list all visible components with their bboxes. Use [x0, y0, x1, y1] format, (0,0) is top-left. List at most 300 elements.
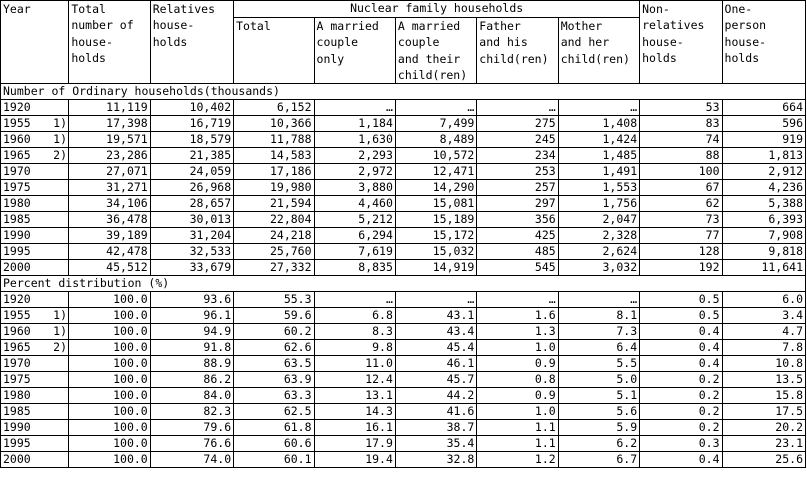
relatives-households-cell: 33,679 — [150, 260, 233, 276]
header-line: A married — [397, 19, 461, 33]
one-person-households-cell: 2,912 — [722, 164, 805, 180]
header-line: Total — [71, 2, 106, 16]
non-relatives-households-cell: 0.4 — [640, 340, 722, 356]
table-body — [1, 84, 806, 468]
table-row — [1, 244, 806, 260]
father-children-cell: 425 — [477, 228, 558, 244]
father-children-cell: 1.1 — [477, 420, 558, 436]
year-cell — [1, 452, 69, 468]
header-line: and her — [560, 35, 610, 50]
non-relatives-households-cell: 0.2 — [640, 388, 722, 404]
married-couple-children-cell: 38.7 — [395, 420, 476, 436]
header-line: person — [724, 18, 767, 33]
non-relatives-households-cell: 67 — [640, 180, 722, 196]
married-couple-children-cell: 43.1 — [395, 308, 476, 324]
married-couple-only-cell: 1,184 — [314, 116, 395, 132]
nuclear-total-cell: 61.8 — [234, 420, 314, 436]
header-year — [1, 1, 69, 84]
married-couple-only-cell: 12.4 — [314, 372, 395, 388]
non-relatives-households-cell: 0.5 — [640, 308, 722, 324]
relatives-households-cell: 31,204 — [150, 228, 233, 244]
nuclear-total-cell: 21,594 — [234, 196, 314, 212]
section-title-row — [1, 84, 806, 100]
year-value: 1920 — [3, 292, 31, 307]
father-children-cell: 1.3 — [477, 324, 558, 340]
father-children-cell: 485 — [477, 244, 558, 260]
table-row — [1, 308, 806, 324]
one-person-households-cell: 664 — [722, 100, 805, 116]
year-value: 1970 — [3, 356, 31, 371]
non-relatives-households-cell: 128 — [640, 244, 722, 260]
married-couple-only-cell: 8,835 — [314, 260, 395, 276]
total-households-cell: 36,478 — [69, 212, 150, 228]
non-relatives-households-cell: 88 — [640, 148, 722, 164]
header-line: holds — [724, 50, 760, 65]
non-relatives-households-cell: 192 — [640, 260, 722, 276]
father-children-cell: … — [477, 292, 558, 308]
father-children-cell: 297 — [477, 196, 558, 212]
year-value: 1960 — [3, 132, 31, 147]
total-households-cell: 100.0 — [69, 324, 150, 340]
non-relatives-households-cell: 0.2 — [640, 404, 722, 420]
mother-children-cell: 6.2 — [558, 436, 639, 452]
header-line: child(ren) — [397, 67, 468, 82]
father-children-cell: 1.1 — [477, 436, 558, 452]
year-value: 1965 — [3, 148, 31, 163]
mother-children-cell: 5.9 — [558, 420, 639, 436]
year-value: 2000 — [3, 452, 31, 467]
relatives-households-cell: 86.2 — [150, 372, 233, 388]
nuclear-total-cell: 24,218 — [234, 228, 314, 244]
relatives-households-cell: 79.6 — [150, 420, 233, 436]
relatives-households-cell: 84.0 — [150, 388, 233, 404]
non-relatives-households-cell: 0.4 — [640, 452, 722, 468]
non-relatives-households-cell: 77 — [640, 228, 722, 244]
married-couple-only-cell: 7,619 — [314, 244, 395, 260]
married-couple-only-cell: 16.1 — [314, 420, 395, 436]
married-couple-only-cell: 13.1 — [314, 388, 395, 404]
nuclear-total-cell: 63.3 — [234, 388, 314, 404]
married-couple-children-cell: … — [395, 292, 476, 308]
table-row — [1, 436, 806, 452]
non-relatives-households-cell: 73 — [640, 212, 722, 228]
nuclear-total-cell: 22,804 — [234, 212, 314, 228]
header-total-households — [69, 1, 150, 84]
relatives-households-cell: 24,059 — [150, 164, 233, 180]
total-households-cell: 39,189 — [69, 228, 150, 244]
mother-children-cell: 1,553 — [558, 180, 639, 196]
header-line: Father — [479, 19, 521, 33]
year-value: 1995 — [3, 436, 31, 451]
mother-children-cell: 5.0 — [558, 372, 639, 388]
year-cell — [1, 196, 69, 212]
married-couple-children-cell: 14,290 — [395, 180, 476, 196]
year-value: 1990 — [3, 228, 31, 243]
married-couple-only-cell: … — [314, 100, 395, 116]
table-row — [1, 324, 806, 340]
year-footnote: 1) — [53, 132, 67, 147]
section-title: Percent distribution (%) — [1, 276, 806, 292]
mother-children-cell: … — [558, 100, 639, 116]
total-households-cell: 42,478 — [69, 244, 150, 260]
relatives-households-cell: 96.1 — [150, 308, 233, 324]
relatives-households-cell: 93.6 — [150, 292, 233, 308]
one-person-households-cell: 4,236 — [722, 180, 805, 196]
married-couple-children-cell: … — [395, 100, 476, 116]
table-row — [1, 196, 806, 212]
table-row — [1, 212, 806, 228]
father-children-cell: … — [477, 100, 558, 116]
header-nuclear-family-group: Nuclear family households — [234, 1, 640, 18]
married-couple-only-cell: 3,880 — [314, 180, 395, 196]
total-households-cell: 100.0 — [69, 292, 150, 308]
year-cell — [1, 308, 69, 324]
nuclear-total-cell: 19,980 — [234, 180, 314, 196]
year-value: 1975 — [3, 180, 31, 195]
header-line: Non- — [642, 2, 670, 16]
table-row — [1, 292, 806, 308]
year-footnote: 1) — [53, 324, 67, 339]
header-line: house- — [724, 34, 767, 49]
header-relatives-households — [150, 1, 233, 84]
mother-children-cell: 7.3 — [558, 324, 639, 340]
header-one-person-households — [722, 1, 805, 84]
table-row — [1, 180, 806, 196]
nuclear-total-cell: 62.6 — [234, 340, 314, 356]
year-cell — [1, 340, 69, 356]
year-footnote: 1) — [53, 116, 67, 131]
year-cell — [1, 148, 69, 164]
table-row — [1, 116, 806, 132]
married-couple-only-cell: 4,460 — [314, 196, 395, 212]
year-cell — [1, 228, 69, 244]
header-line: holds — [71, 50, 106, 65]
mother-children-cell: 5.6 — [558, 404, 639, 420]
year-cell — [1, 212, 69, 228]
total-households-cell: 100.0 — [69, 404, 150, 420]
year-cell — [1, 388, 69, 404]
married-couple-children-cell: 41.6 — [395, 404, 476, 420]
table-row — [1, 404, 806, 420]
nuclear-total-cell: 63.9 — [234, 372, 314, 388]
father-children-cell: 1.0 — [477, 340, 558, 356]
married-couple-children-cell: 14,919 — [395, 260, 476, 276]
total-households-cell: 11,119 — [69, 100, 150, 116]
one-person-households-cell: 3.4 — [722, 308, 805, 324]
total-households-cell: 100.0 — [69, 356, 150, 372]
mother-children-cell: 1,408 — [558, 116, 639, 132]
one-person-households-cell: 11,641 — [722, 260, 805, 276]
total-households-cell: 100.0 — [69, 308, 150, 324]
non-relatives-households-cell: 0.4 — [640, 324, 722, 340]
nuclear-total-cell: 14,583 — [234, 148, 314, 164]
header-line: and his — [479, 35, 528, 50]
year-footnote: 2) — [53, 340, 67, 355]
header-mother-children — [558, 18, 639, 84]
year-cell — [1, 356, 69, 372]
relatives-households-cell: 10,402 — [150, 100, 233, 116]
married-couple-children-cell: 7,499 — [395, 116, 476, 132]
total-households-cell: 100.0 — [69, 388, 150, 404]
nuclear-total-cell: 59.6 — [234, 308, 314, 324]
mother-children-cell: 5.1 — [558, 388, 639, 404]
non-relatives-households-cell: 74 — [640, 132, 722, 148]
father-children-cell: 1.6 — [477, 308, 558, 324]
year-value: 1995 — [3, 244, 31, 259]
relatives-households-cell: 32,533 — [150, 244, 233, 260]
father-children-cell: 234 — [477, 148, 558, 164]
year-cell — [1, 260, 69, 276]
header-nuclear-total — [234, 18, 314, 84]
header-married-couple-children — [395, 18, 476, 84]
year-cell — [1, 180, 69, 196]
mother-children-cell: 3,032 — [558, 260, 639, 276]
one-person-households-cell: 6.0 — [722, 292, 805, 308]
header-non-relatives-households — [640, 1, 722, 84]
year-value: 1980 — [3, 388, 31, 403]
married-couple-only-cell: 2,293 — [314, 148, 395, 164]
table-row — [1, 420, 806, 436]
married-couple-children-cell: 8,489 — [395, 132, 476, 148]
total-households-cell: 23,286 — [69, 148, 150, 164]
one-person-households-cell: 13.5 — [722, 372, 805, 388]
non-relatives-households-cell: 0.5 — [640, 292, 722, 308]
non-relatives-households-cell: 62 — [640, 196, 722, 212]
header-line: relatives — [642, 18, 705, 33]
year-value: 2000 — [3, 260, 31, 275]
relatives-households-cell: 82.3 — [150, 404, 233, 420]
nuclear-total-cell: 60.6 — [234, 436, 314, 452]
married-couple-children-cell: 15,081 — [395, 196, 476, 212]
relatives-households-cell: 21,385 — [150, 148, 233, 164]
father-children-cell: 1.0 — [477, 404, 558, 420]
table-row — [1, 260, 806, 276]
total-households-cell: 45,512 — [69, 260, 150, 276]
total-households-cell: 100.0 — [69, 452, 150, 468]
mother-children-cell: 2,624 — [558, 244, 639, 260]
father-children-cell: 253 — [477, 164, 558, 180]
relatives-households-cell: 91.8 — [150, 340, 233, 356]
married-couple-children-cell: 44.2 — [395, 388, 476, 404]
header-line: and their — [397, 51, 461, 66]
header-line: house- — [71, 34, 113, 49]
one-person-households-cell: 919 — [722, 132, 805, 148]
non-relatives-households-cell: 0.2 — [640, 420, 722, 436]
relatives-households-cell: 16,719 — [150, 116, 233, 132]
total-households-cell: 100.0 — [69, 420, 150, 436]
married-couple-children-cell: 35.4 — [395, 436, 476, 452]
header-line: Relatives — [152, 2, 216, 16]
married-couple-only-cell: 1,630 — [314, 132, 395, 148]
mother-children-cell: 5.5 — [558, 356, 639, 372]
table-row — [1, 452, 806, 468]
header-father-children — [477, 18, 558, 84]
father-children-cell: 275 — [477, 116, 558, 132]
mother-children-cell: 1,485 — [558, 148, 639, 164]
header-line: holds — [642, 50, 677, 65]
relatives-households-cell: 76.6 — [150, 436, 233, 452]
table-row — [1, 228, 806, 244]
relatives-households-cell: 74.0 — [150, 452, 233, 468]
header-line: only — [316, 51, 345, 66]
year-cell — [1, 372, 69, 388]
nuclear-total-cell: 60.2 — [234, 324, 314, 340]
non-relatives-households-cell: 53 — [640, 100, 722, 116]
nuclear-total-cell: 27,332 — [234, 260, 314, 276]
table-row — [1, 372, 806, 388]
year-value: 1970 — [3, 164, 31, 179]
section-title: Number of Ordinary households(thousands) — [1, 84, 806, 100]
mother-children-cell: 8.1 — [558, 308, 639, 324]
married-couple-children-cell: 45.4 — [395, 340, 476, 356]
table-row — [1, 356, 806, 372]
nuclear-total-cell: 6,152 — [234, 100, 314, 116]
nuclear-total-cell: 55.3 — [234, 292, 314, 308]
year-footnote: 2) — [53, 148, 67, 163]
non-relatives-households-cell: 0.3 — [640, 436, 722, 452]
year-value: 1985 — [3, 212, 31, 227]
year-cell — [1, 100, 69, 116]
year-footnote: 1) — [53, 308, 67, 323]
year-value: 1965 — [3, 340, 31, 355]
nuclear-total-cell: 25,760 — [234, 244, 314, 260]
year-cell — [1, 292, 69, 308]
relatives-households-cell: 18,579 — [150, 132, 233, 148]
total-households-cell: 31,271 — [69, 180, 150, 196]
total-households-cell: 17,398 — [69, 116, 150, 132]
year-value: 1955 — [3, 308, 31, 323]
married-couple-children-cell: 12,471 — [395, 164, 476, 180]
nuclear-total-cell: 10,366 — [234, 116, 314, 132]
total-households-cell: 19,571 — [69, 132, 150, 148]
married-couple-children-cell: 15,032 — [395, 244, 476, 260]
header-line: couple — [397, 35, 440, 50]
section-title-row — [1, 276, 806, 292]
father-children-cell: 0.9 — [477, 356, 558, 372]
father-children-cell: 545 — [477, 260, 558, 276]
relatives-households-cell: 30,013 — [150, 212, 233, 228]
one-person-households-cell: 15.8 — [722, 388, 805, 404]
header-line: One- — [724, 2, 753, 16]
header-line: couple — [316, 35, 359, 50]
year-value: 1955 — [3, 116, 31, 131]
father-children-cell: 245 — [477, 132, 558, 148]
non-relatives-households-cell: 0.2 — [640, 372, 722, 388]
relatives-households-cell: 88.9 — [150, 356, 233, 372]
married-couple-only-cell: 19.4 — [314, 452, 395, 468]
year-cell — [1, 436, 69, 452]
total-households-cell: 27,071 — [69, 164, 150, 180]
mother-children-cell: 1,756 — [558, 196, 639, 212]
table-row — [1, 164, 806, 180]
non-relatives-households-cell: 0.4 — [640, 356, 722, 372]
nuclear-total-cell: 63.5 — [234, 356, 314, 372]
header-line: number of — [71, 18, 134, 33]
married-couple-children-cell: 46.1 — [395, 356, 476, 372]
relatives-households-cell: 28,657 — [150, 196, 233, 212]
header-line: Mother — [560, 19, 603, 33]
father-children-cell: 356 — [477, 212, 558, 228]
married-couple-children-cell: 15,189 — [395, 212, 476, 228]
nuclear-total-cell: 60.1 — [234, 452, 314, 468]
header-line: house- — [152, 18, 195, 33]
married-couple-only-cell: 9.8 — [314, 340, 395, 356]
year-value: 1985 — [3, 404, 31, 419]
table-row — [1, 100, 806, 116]
year-cell — [1, 116, 69, 132]
year-cell — [1, 324, 69, 340]
mother-children-cell: 6.4 — [558, 340, 639, 356]
header-line: house- — [642, 34, 684, 49]
mother-children-cell: 2,047 — [558, 212, 639, 228]
nuclear-total-cell: 17,186 — [234, 164, 314, 180]
mother-children-cell: 6.7 — [558, 452, 639, 468]
year-cell — [1, 132, 69, 148]
header-line: child(ren) — [479, 51, 549, 66]
total-households-cell: 100.0 — [69, 436, 150, 452]
year-cell — [1, 244, 69, 260]
father-children-cell: 1.2 — [477, 452, 558, 468]
one-person-households-cell: 9,818 — [722, 244, 805, 260]
relatives-households-cell: 94.9 — [150, 324, 233, 340]
total-households-cell: 100.0 — [69, 340, 150, 356]
one-person-households-cell: 7.8 — [722, 340, 805, 356]
year-cell — [1, 164, 69, 180]
year-cell — [1, 420, 69, 436]
header-line: holds — [152, 34, 188, 49]
married-couple-only-cell: 5,212 — [314, 212, 395, 228]
married-couple-children-cell: 15,172 — [395, 228, 476, 244]
one-person-households-cell: 25.6 — [722, 452, 805, 468]
married-couple-only-cell: … — [314, 292, 395, 308]
year-value: 1980 — [3, 196, 31, 211]
one-person-households-cell: 17.5 — [722, 404, 805, 420]
one-person-households-cell: 20.2 — [722, 420, 805, 436]
year-value: 1990 — [3, 420, 31, 435]
header-line: Total — [236, 19, 271, 33]
married-couple-children-cell: 45.7 — [395, 372, 476, 388]
mother-children-cell: 2,328 — [558, 228, 639, 244]
non-relatives-households-cell: 100 — [640, 164, 722, 180]
married-couple-only-cell: 14.3 — [314, 404, 395, 420]
married-couple-only-cell: 11.0 — [314, 356, 395, 372]
one-person-households-cell: 5,388 — [722, 196, 805, 212]
table-row — [1, 388, 806, 404]
nuclear-total-cell: 11,788 — [234, 132, 314, 148]
year-value: 1960 — [3, 324, 31, 339]
mother-children-cell: … — [558, 292, 639, 308]
year-value: 1975 — [3, 372, 31, 387]
married-couple-only-cell: 2,972 — [314, 164, 395, 180]
one-person-households-cell: 6,393 — [722, 212, 805, 228]
married-couple-only-cell: 8.3 — [314, 324, 395, 340]
married-couple-children-cell: 32.8 — [395, 452, 476, 468]
table-row — [1, 148, 806, 164]
header-married-couple-only — [314, 18, 395, 84]
married-couple-children-cell: 10,572 — [395, 148, 476, 164]
non-relatives-households-cell: 83 — [640, 116, 722, 132]
father-children-cell: 0.9 — [477, 388, 558, 404]
father-children-cell: 257 — [477, 180, 558, 196]
one-person-households-cell: 10.8 — [722, 356, 805, 372]
one-person-households-cell: 23.1 — [722, 436, 805, 452]
year-cell — [1, 404, 69, 420]
one-person-households-cell: 596 — [722, 116, 805, 132]
married-couple-children-cell: 43.4 — [395, 324, 476, 340]
one-person-households-cell: 4.7 — [722, 324, 805, 340]
relatives-households-cell: 26,968 — [150, 180, 233, 196]
nuclear-total-cell: 62.5 — [234, 404, 314, 420]
